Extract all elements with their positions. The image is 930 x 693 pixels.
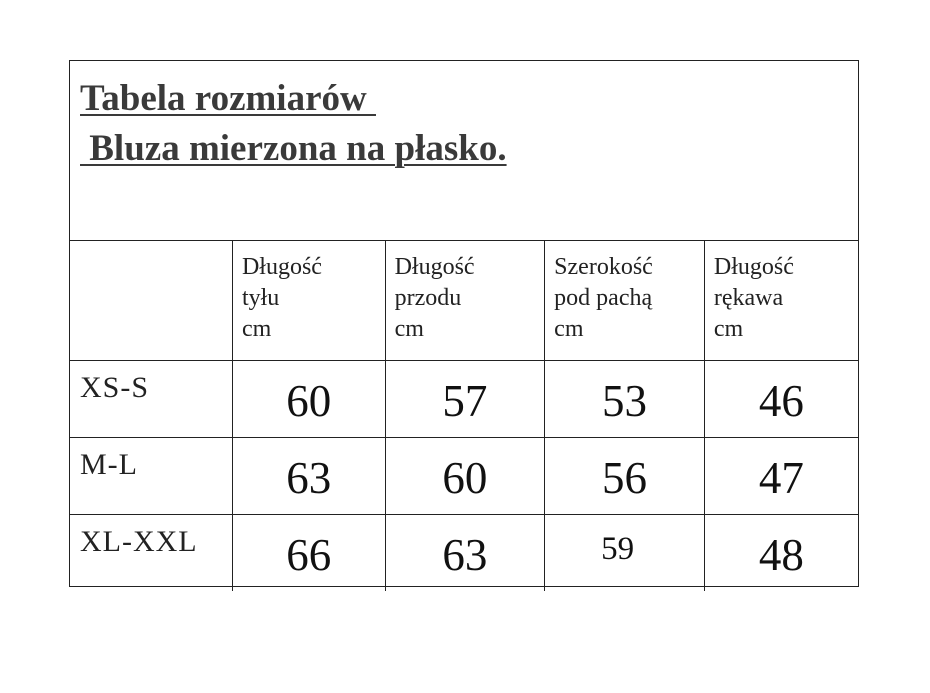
table-row <box>70 360 858 437</box>
value-cell: 60 <box>232 360 385 437</box>
header-line: cm <box>713 316 744 342</box>
value-cell: 60 <box>385 437 545 514</box>
chart-subtitle: Bluza mierzona na płasko. <box>80 128 507 169</box>
value-cell: 48 <box>704 514 858 591</box>
size-chart-frame <box>69 60 859 587</box>
header-front-length <box>385 240 545 360</box>
header-line: rękawa <box>713 285 784 311</box>
header-line: cm <box>394 316 424 342</box>
value-cell: 63 <box>232 437 385 514</box>
size-label: XL-XXL <box>70 514 232 591</box>
chart-title: Tabela rozmiarów <box>80 78 376 119</box>
header-chest-width <box>545 240 705 360</box>
value-cell: 53 <box>545 360 705 437</box>
size-table <box>70 240 858 591</box>
header-line: Długość <box>394 254 475 280</box>
value-cell: 66 <box>232 514 385 591</box>
header-line: Długość <box>713 254 794 280</box>
value-cell: 46 <box>704 360 858 437</box>
size-label: XS-S <box>70 360 232 437</box>
header-line: przodu <box>394 285 462 311</box>
size-label: M-L <box>70 437 232 514</box>
value-cell: 47 <box>704 437 858 514</box>
table-row <box>70 437 858 514</box>
value-cell: 59 <box>545 514 705 591</box>
header-line: pod pachą <box>554 285 653 311</box>
header-back-length <box>232 240 385 360</box>
header-line: tyłu <box>241 285 280 311</box>
header-line: Długość <box>241 254 322 280</box>
table-header-row <box>70 240 858 360</box>
value-cell: 57 <box>385 360 545 437</box>
header-line: Szerokość <box>554 254 653 280</box>
title-area <box>70 61 858 241</box>
header-sleeve-length <box>704 240 858 360</box>
value-cell: 63 <box>385 514 545 591</box>
value-cell: 56 <box>545 437 705 514</box>
header-line: cm <box>554 316 584 342</box>
header-line: cm <box>241 316 272 342</box>
header-empty-cell <box>70 240 232 360</box>
table-row <box>70 514 858 591</box>
